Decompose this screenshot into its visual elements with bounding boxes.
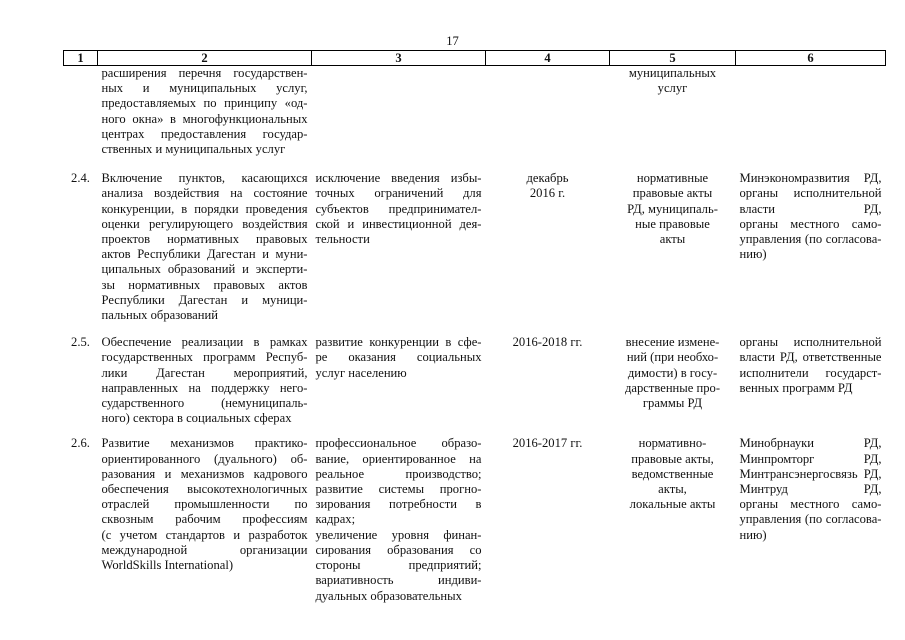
row-number [64,335,98,426]
cell-line: исполнители государст- [739,365,882,380]
cell-line: нормативно- [638,436,707,451]
cell-line: власти РД, [739,201,882,216]
header-col-1: 1 [64,51,98,66]
cell-line: ного) сектора в социальных сферах [101,411,292,426]
table-row [64,66,886,158]
cell-line: направленных на поддержку него- [101,380,308,395]
term-cell [486,66,610,158]
cell-line: ных и муниципальных услуг, [101,81,308,96]
cell-line: увеличение уровня финан- [315,527,482,542]
cell-line: 2.4. [71,171,90,186]
header-col-6: 6 [736,51,886,66]
cell-line: зы нормативных правовых актов [101,277,308,292]
cell-line: кадрах; [315,512,356,527]
document-cell [610,66,736,158]
cell-line: стороны предприятий; [315,558,482,573]
cell-line: государственных программ Респуб- [101,350,308,365]
cell-line: услуг населению [315,365,407,380]
cell-line: димости) в госу- [627,365,718,380]
cell-line: оценки регулирующего воздействия [101,216,308,231]
cell-line: сирования образования со [315,542,482,557]
executors-cell [736,171,886,323]
measures-table [63,50,886,604]
cell-line: Минтруд РД, [739,482,882,497]
measure-cell [98,436,312,603]
page-number: 17 [446,34,459,48]
cell-line: акты [659,232,686,247]
cell-line: управления (по согласова- [739,512,882,527]
cell-line: Включение пунктов, касающихся [101,171,308,186]
term-cell [486,335,610,426]
measure-cell [98,66,312,158]
cell-line: правовые акты, [631,451,714,466]
cell-line: локальные акты [629,497,716,512]
row-spacer-cell [64,157,886,171]
cell-line: ведомственные [631,466,714,481]
term-cell [486,171,610,323]
cell-line: расширения перечня государствен- [101,66,308,80]
header-col-4: 4 [486,51,610,66]
row-spacer [64,426,886,436]
cell-line: (с учетом стандартов и разработок [101,527,308,542]
cell-line: услуг [657,81,688,96]
executors-cell [736,335,886,426]
cell-line: граммы РД [642,396,703,411]
cell-line: РД, муниципаль- [627,201,718,216]
measure-cell [98,171,312,323]
row-number [64,66,98,158]
cell-line: разования и механизмов кадрового [101,466,308,481]
cell-line: отраслей промышленности по [101,497,308,512]
header-col-2: 2 [98,51,312,66]
executors-cell [736,436,886,603]
executors-cell [736,66,886,158]
cell-line: Минтрансэнергосвязь РД, [739,466,882,481]
row-number [64,171,98,323]
row-spacer-cell [64,323,886,335]
document-cell [610,335,736,426]
cell-line: 2016-2018 гг. [512,335,583,350]
cell-line: муниципальных [628,66,717,80]
cell-line: профессиональное образо- [315,436,482,451]
cell-line: лики Дагестан мероприятий, [101,365,308,380]
cell-line: органы исполнительной [739,335,882,350]
cell-line: исключение введения избы- [315,171,482,186]
cell-line: сквозным рабочим профессиям [101,512,308,527]
table-header-row [64,51,886,66]
result-cell [312,335,486,426]
cell-line: тельности [315,232,370,247]
cell-line: развитие системы прогно- [315,482,482,497]
row-number [64,436,98,603]
measure-cell [98,335,312,426]
cell-line: органы местного само- [739,497,882,512]
cell-line: ре оказания социальных [315,350,482,365]
cell-line: сударственного (немуниципаль- [101,396,308,411]
row-spacer-cell [64,426,886,436]
cell-line: ного окна» в многофункциональных [101,111,308,126]
cell-line: декабрь [526,171,569,186]
table-row [64,335,886,426]
cell-line: венных программ РД [739,380,853,395]
cell-line: пальных образований [101,308,218,323]
cell-line: 2.5. [71,335,90,350]
document-cell [610,436,736,603]
cell-line: акты, [658,482,687,497]
cell-line: международной организации [101,542,308,557]
result-cell [312,66,486,158]
table-row [64,171,886,323]
cell-line: Обеспечение реализации в рамках [101,335,308,350]
cell-line: конкуренции, в порядки проведения [101,201,308,216]
cell-line: нию) [739,247,767,262]
table-body [64,66,886,604]
cell-line: вание, ориентированное на [315,451,482,466]
cell-line: Минпромторг РД, [739,451,882,466]
cell-line: Развитие механизмов практико- [101,436,308,451]
row-spacer [64,323,886,335]
cell-line: ственных и муниципальных услуг [101,142,286,157]
row-spacer [64,157,886,171]
cell-line: актов Республики Дагестан и муни- [101,247,308,262]
cell-line: Минэкономразвития РД, [739,171,882,186]
cell-line: зирования потребности в [315,497,482,512]
cell-line: центрах предоставления государ- [101,126,308,141]
result-cell [312,171,486,323]
cell-line: WorldSkills International) [101,558,234,573]
cell-line: проектов нормативных правовых [101,232,308,247]
cell-line: нормативные [636,171,709,186]
cell-line: дуальных образовательных [315,588,462,603]
cell-line: органы исполнительной [739,186,882,201]
cell-line: управления (по согласова- [739,232,882,247]
document-cell [610,171,736,323]
cell-line: внесение измене- [625,335,720,350]
cell-line: реальное производство; [315,466,482,481]
cell-line: предоставляемых по принципу «од- [101,96,308,111]
cell-line: точных ограничений для [315,186,482,201]
cell-line: 2.6. [71,436,90,451]
cell-line: власти РД, ответственные [739,350,882,365]
cell-line: ориентированного (дуального) об- [101,451,308,466]
cell-line: 2016 г. [529,186,566,201]
cell-line: 2016-2017 гг. [512,436,583,451]
cell-line: ные правовые [635,216,710,231]
cell-line: дарственные про- [624,380,721,395]
cell-line: анализа воздействия на состояние [101,186,308,201]
result-cell [312,436,486,603]
cell-line: ской и инвестиционной дея- [315,216,482,231]
header-col-5: 5 [610,51,736,66]
cell-line: ний (при необхо- [626,350,719,365]
header-col-3: 3 [312,51,486,66]
cell-line: нию) [739,527,767,542]
cell-line: обеспечения высокотехнологичных [101,482,308,497]
table-row [64,436,886,603]
cell-line: вариативность индиви- [315,573,482,588]
cell-line: ципальных образований и эксперти- [101,262,308,277]
cell-line: развитие конкуренции в сфе- [315,335,482,350]
cell-line: субъектов предпринимател- [315,201,482,216]
cell-line: органы местного само- [739,216,882,231]
cell-line: Минобрнауки РД, [739,436,882,451]
cell-line: Республики Дагестан и муници- [101,292,308,307]
term-cell [486,436,610,603]
cell-line: правовые акты [632,186,713,201]
